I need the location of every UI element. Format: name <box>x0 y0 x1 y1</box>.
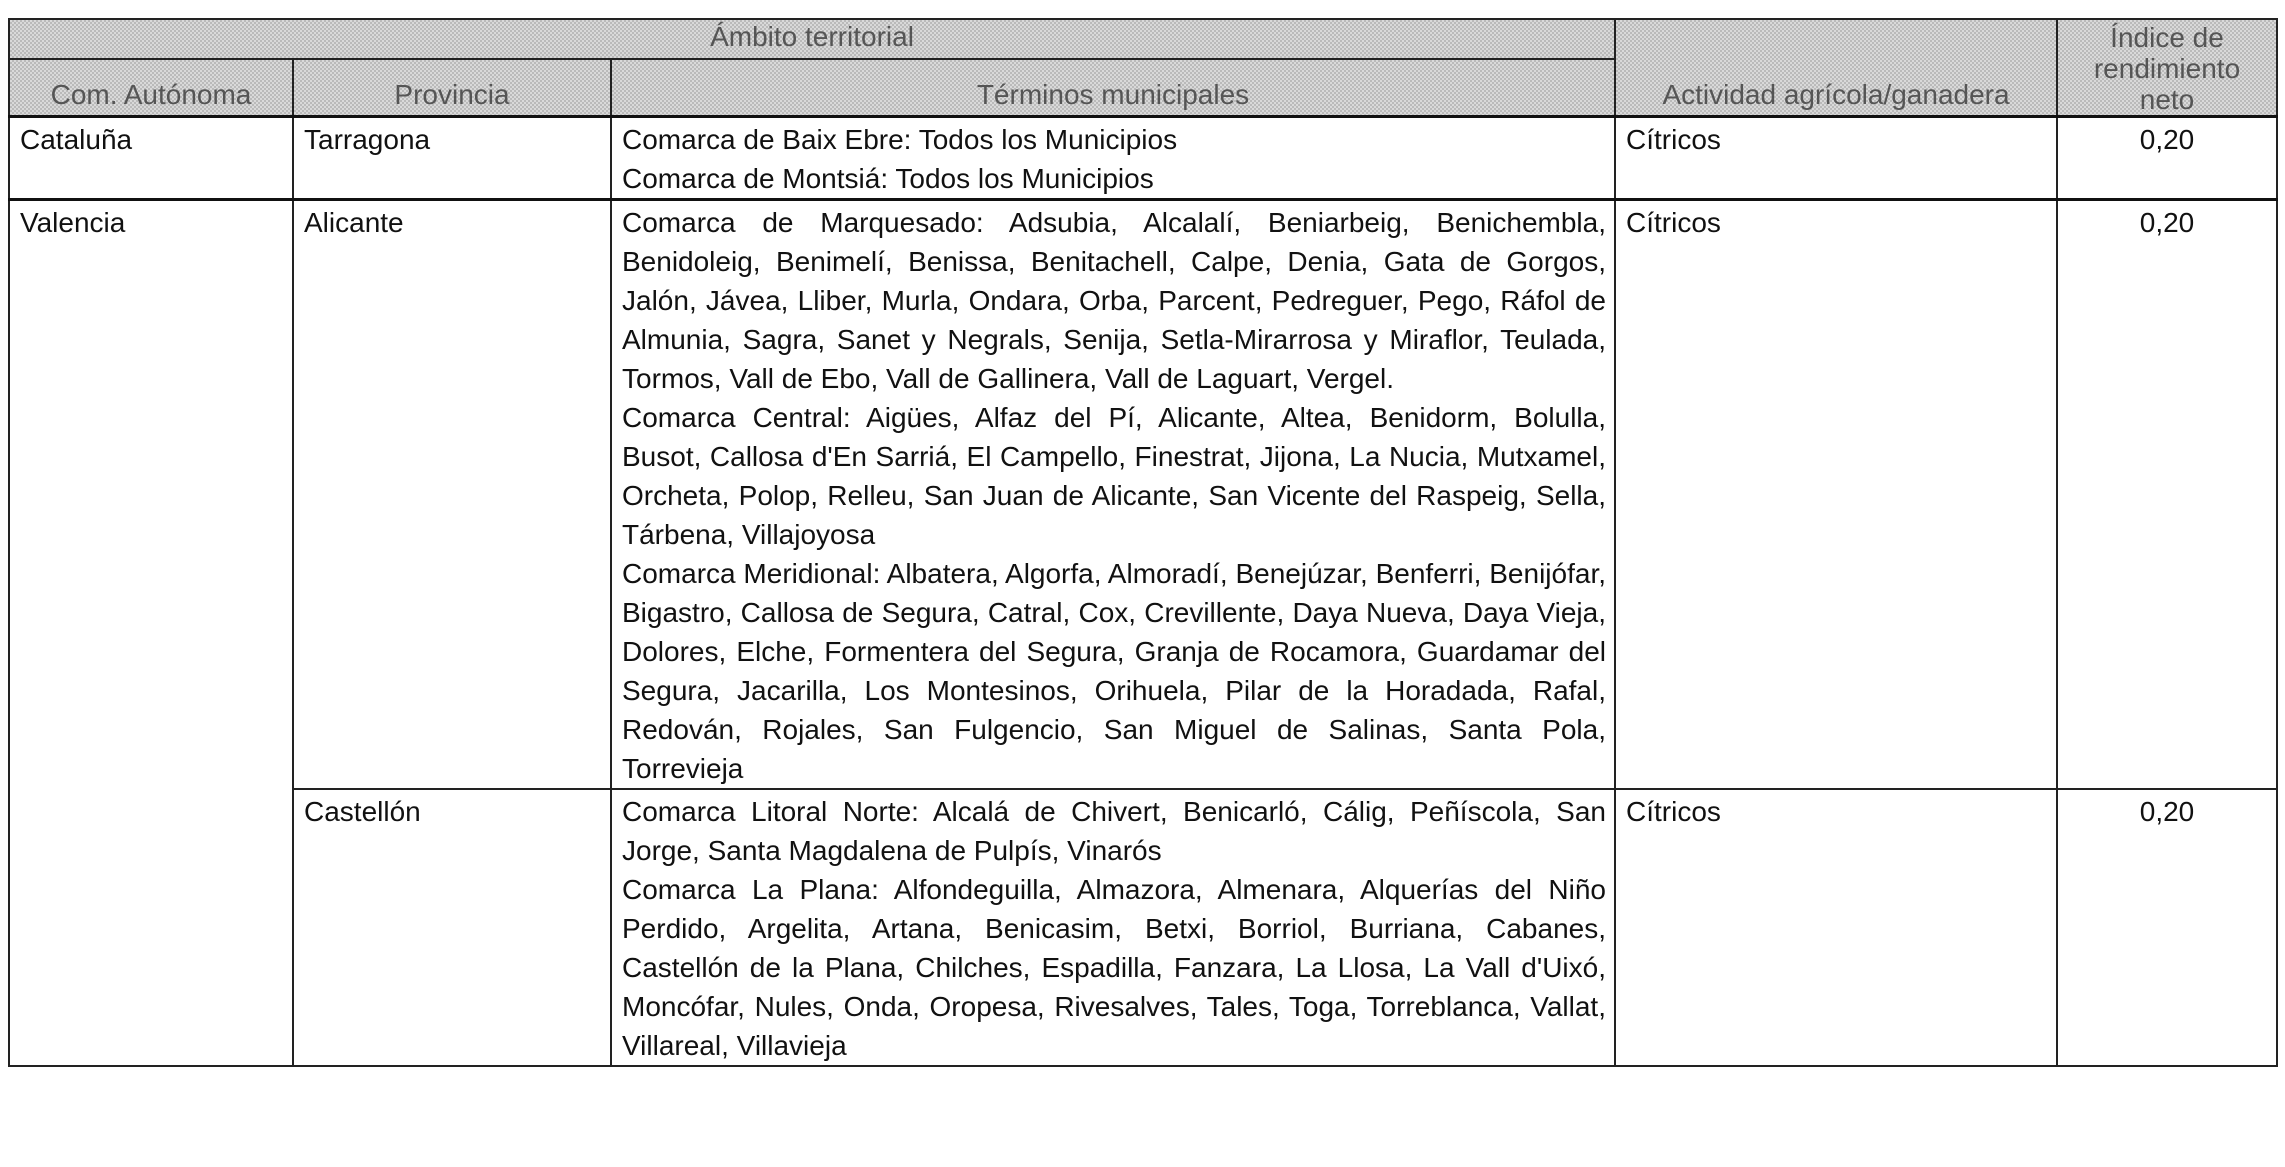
cell-provincia: Tarragona <box>293 117 611 200</box>
header-terminos: Términos municipales <box>611 59 1615 117</box>
header-actividad: Actividad agrícola/ganadera <box>1615 19 2057 117</box>
cell-actividad: Cítricos <box>1615 200 2057 790</box>
cell-com-autonoma: Cataluña <box>9 117 293 200</box>
header-provincia: Provincia <box>293 59 611 117</box>
cell-com-autonoma: Valencia <box>9 200 293 1067</box>
cell-actividad: Cítricos <box>1615 789 2057 1066</box>
cell-indice: 0,20 <box>2057 789 2277 1066</box>
table-row <box>9 789 2277 1066</box>
cell-indice: 0,20 <box>2057 117 2277 200</box>
header-indice-line3: neto <box>2139 84 2195 115</box>
comarca-entry: Comarca Litoral Norte: Alcalá de Chivert, Benicarló, Cálig, Peñíscola, San Jorge, Santa Magdalena de Pulpís, Vinarós <box>622 796 1606 866</box>
cell-terminos <box>611 789 1615 1066</box>
table-row <box>9 200 2277 790</box>
cell-terminos <box>611 117 1615 200</box>
cell-terminos <box>611 200 1615 790</box>
header-indice-line1: Índice de <box>2110 22 2224 53</box>
comarca-entry: Comarca de Marquesado: Adsubia, Alcalalí, Beniarbeig, Benichembla, Benidoleig, Benimelí, Benissa, Benitachell, Calpe, Denia, Gata de Gorgos, Jalón, Jávea, Lliber, Murla, Ondara, Orba, Parcent, Pedreguer, Pego, Ráfol de Almunia, Sagra, Sanet y Negrals, Senija, Setla-Mirarrosa y Miraflor, Teulada, Tormos, Vall de Ebo, Vall de Gallinera, Vall de Laguart, Vergel. <box>622 207 1606 394</box>
cell-actividad: Cítricos <box>1615 117 2057 200</box>
header-indice-line2: rendimiento <box>2093 53 2241 84</box>
cell-indice: 0,20 <box>2057 200 2277 790</box>
comarca-entry: Comarca Central: Aigües, Alfaz del Pí, Alicante, Altea, Benidorm, Bolulla, Busot, Callosa d'En Sarriá, El Campello, Finestrat, Jijona, La Nucia, Mutxamel, Orcheta, Polop, Relleu, San Juan de Alicante, San Vicente del Raspeig, Sella, Tárbena, Villajoyosa <box>622 402 1606 550</box>
cell-provincia: Alicante <box>293 200 611 790</box>
header-ambito-territorial: Ámbito territorial <box>9 19 1615 59</box>
comarca-entry: Comarca La Plana: Alfondeguilla, Almazora, Almenara, Alquerías del Niño Perdido, Argelita, Artana, Benicasim, Betxi, Borriol, Burriana, Cabanes, Castellón de la Plana, Chilches, Espadilla, Fanzara, La Llosa, La Vall d'Uixó, Moncófar, Nules, Onda, Oropesa, Rivesalves, Tales, Toga, Torreblanca, Vallat, Villareal, Villavieja <box>622 874 1606 1061</box>
comarca-entry: Comarca de Baix Ebre: Todos los Municipios <box>622 124 1178 155</box>
table-row <box>9 117 2277 200</box>
comarca-entry: Comarca de Montsiá: Todos los Municipios <box>622 163 1154 194</box>
comarca-entry: Comarca Meridional: Albatera, Algorfa, Almoradí, Benejúzar, Benferri, Benijófar, Bigastro, Callosa de Segura, Catral, Cox, Crevillente, Daya Nueva, Daya Vieja, Dolores, Elche, Formentera del Segura, Granja de Rocamora, Guardamar del Segura, Jacarilla, Los Montesinos, Orihuela, Pilar de la Horadada, Rafal, Redován, Rojales, San Fulgencio, San Miguel de Salinas, Santa Pola, Torrevieja <box>622 558 1606 784</box>
header-row-top <box>9 19 2277 59</box>
header-indice-rendimiento <box>2057 19 2277 117</box>
document-sheet <box>8 18 2276 1067</box>
territorial-table <box>8 18 2278 1067</box>
header-com-autonoma: Com. Autónoma <box>9 59 293 117</box>
cell-provincia: Castellón <box>293 789 611 1066</box>
